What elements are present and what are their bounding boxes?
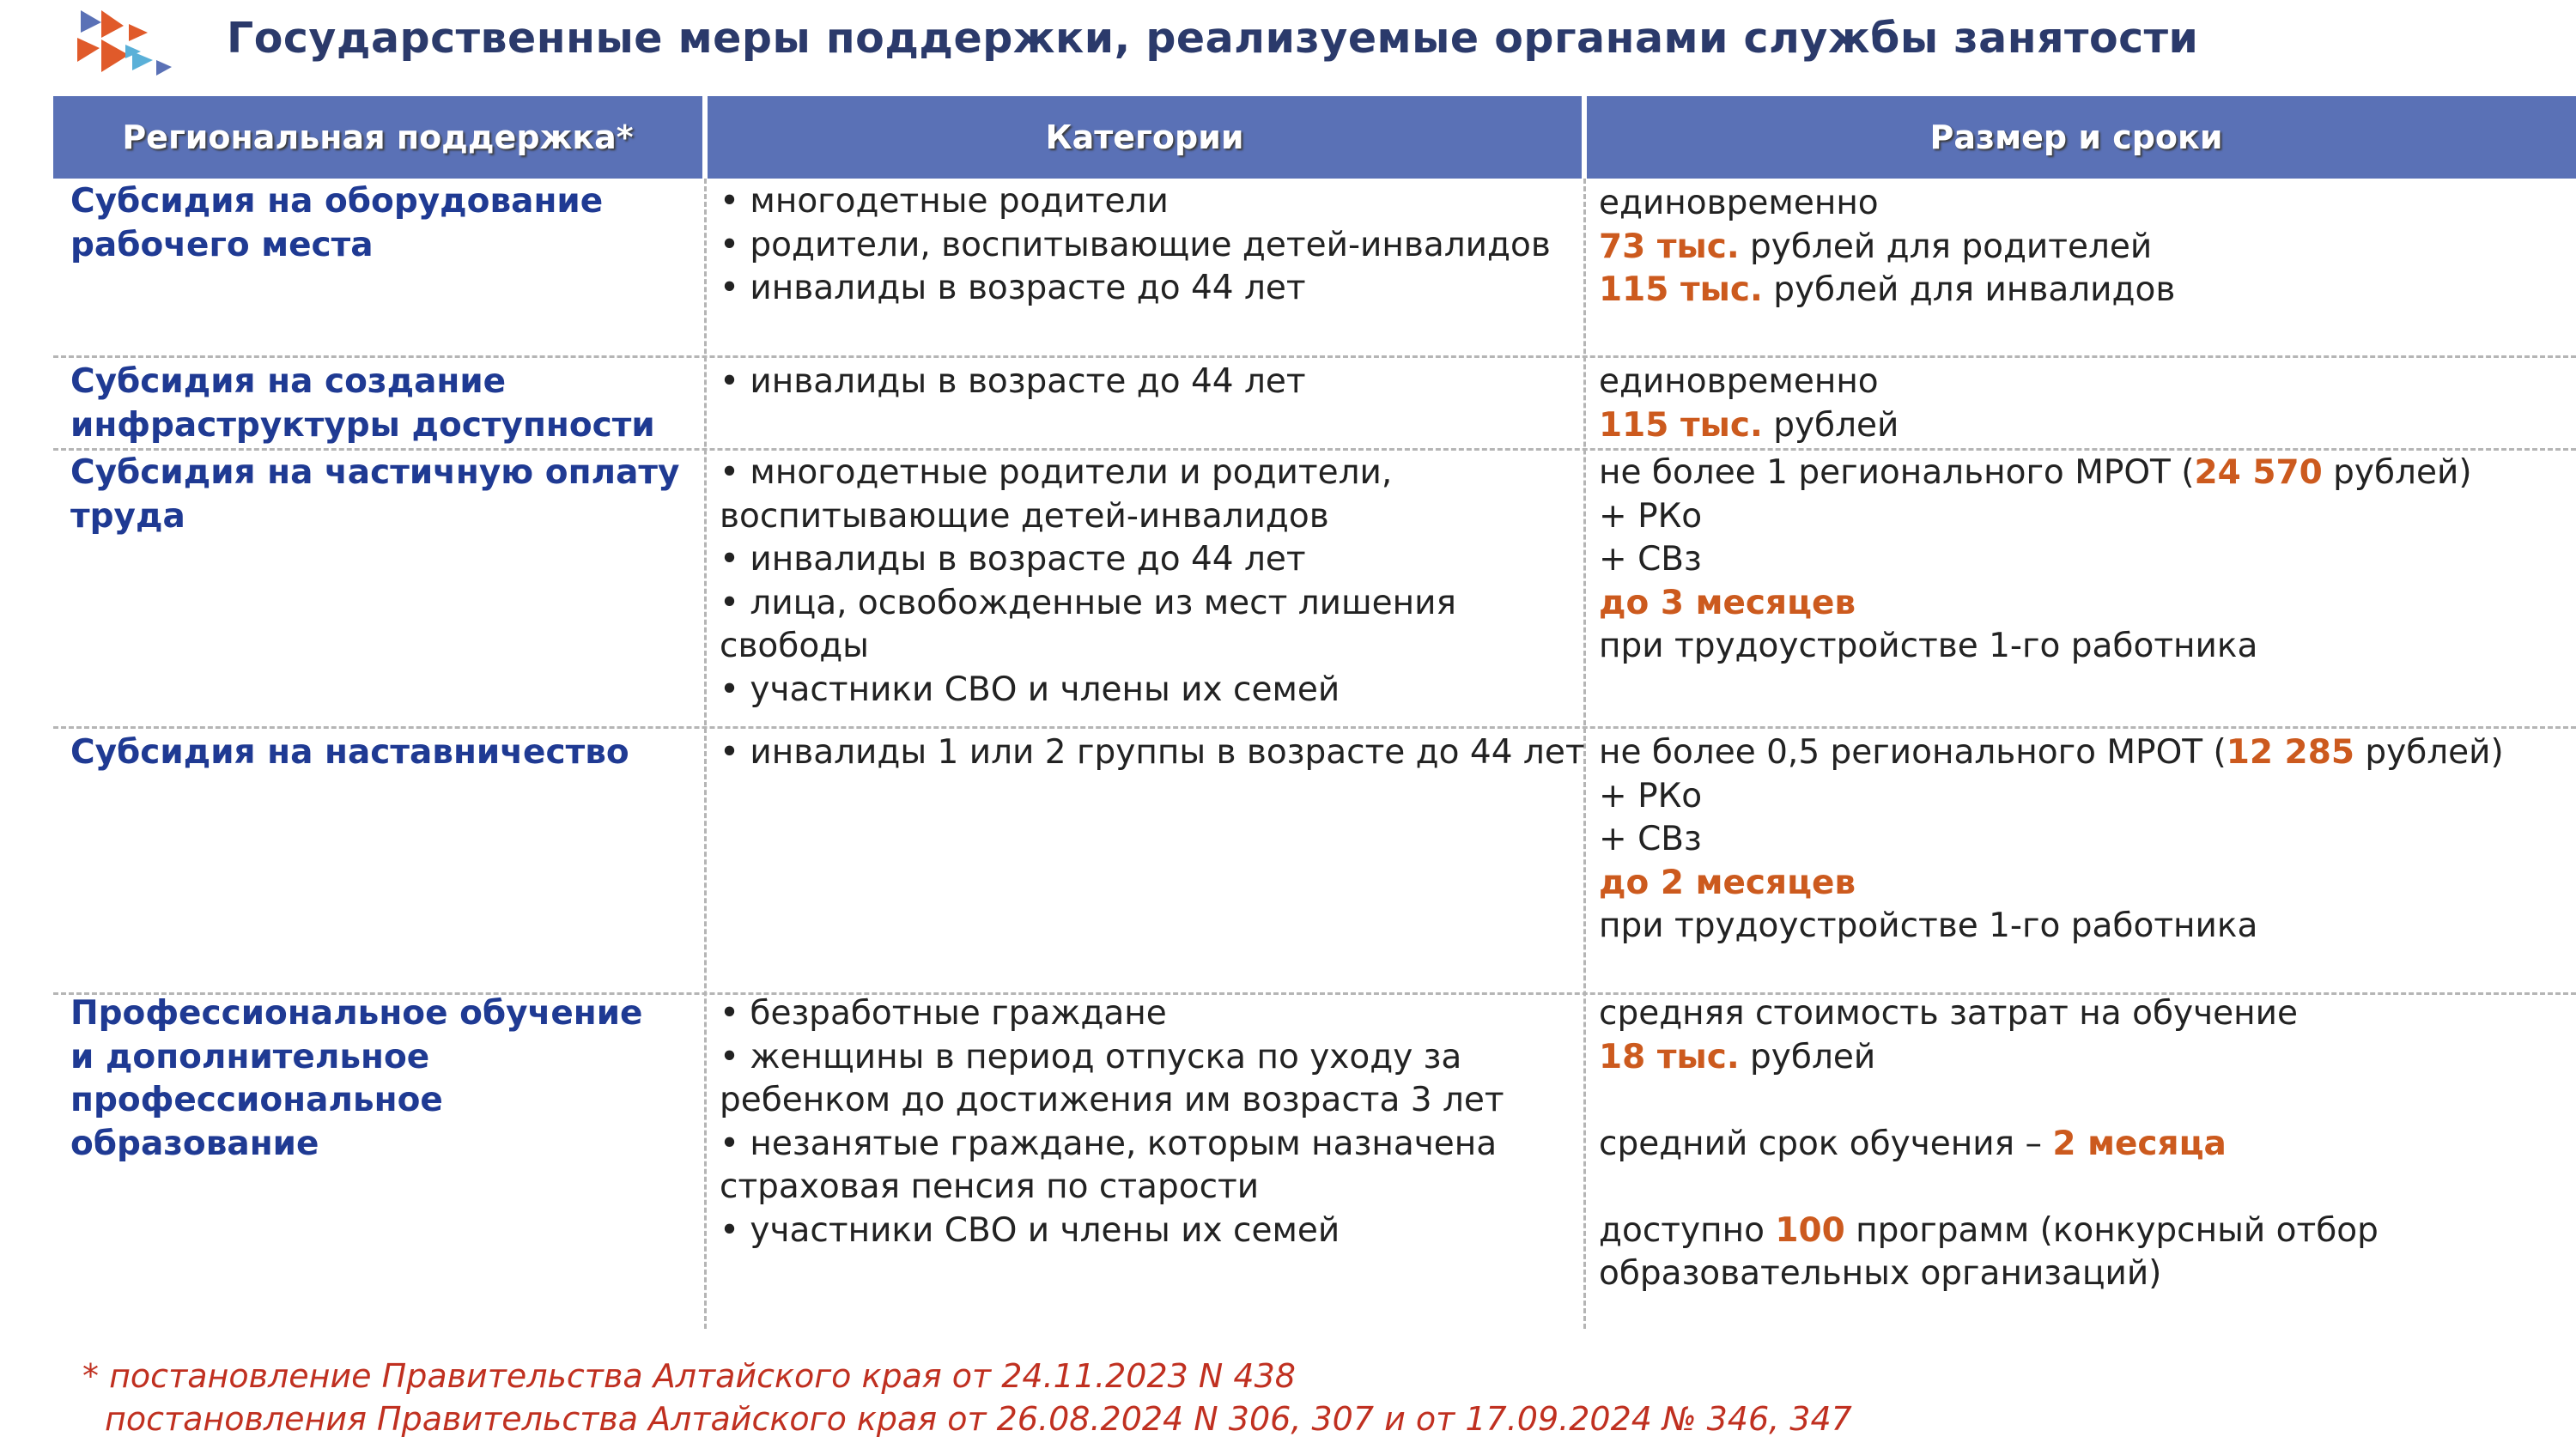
header-categories: Категории xyxy=(1045,118,1244,156)
row-divider xyxy=(53,448,2576,451)
table-row-2-support: Субсидия на создание инфраструктуры доступности xyxy=(70,362,655,445)
column-divider xyxy=(704,179,707,1329)
table-row-4-size: не более 0,5 регионального МРОТ (12 285 рублей) + РКо + СВз до 2 месяцев при трудоустройстве 1-го работника xyxy=(1599,733,2504,945)
table-row-5-categories: • безработные граждане • женщины в период отпуска по уходу за ребенком до достижения им возраста 3 лет • незанятые граждане, которым назначена страховая пенсия по старости • участники СВО и члены их семей xyxy=(720,994,1504,1250)
row-divider xyxy=(53,355,2576,358)
row-divider xyxy=(53,726,2576,729)
table-row-5-support: Профессиональное обучение и дополнительное профессиональное образование xyxy=(70,994,643,1163)
table-row-3-categories: • многодетные родители и родители, воспитывающие детей-инвалидов • инвалиды в возрасте до 44 лет • лица, освобожденные из мест лишения свободы • участники СВО и члены их семей xyxy=(720,453,1456,709)
footnote-2: постановления Правительства Алтайского края от 26.08.2024 N 306, 307 и от 17.09.2024 № 346, 347 xyxy=(105,1400,1852,1438)
logo-icon xyxy=(76,7,182,79)
table-row-2-size: единовременно 115 тыс. рублей xyxy=(1599,362,1899,445)
header-size: Размер и сроки xyxy=(1929,118,2223,156)
table-row-2-categories: • инвалиды в возрасте до 44 лет xyxy=(720,362,1306,401)
header-support: Региональная поддержка* xyxy=(122,118,634,156)
table-row-1-categories: • многодетные родители • родители, воспитывающие детей-инвалидов • инвалиды в возрасте до 44 лет xyxy=(720,182,1551,307)
table-row-4-categories: • инвалиды 1 или 2 группы в возрасте до 44 лет xyxy=(720,733,1585,772)
table-row-3-support: Субсидия на частичную оплату труда xyxy=(70,453,680,536)
table-row-4-support: Субсидия на наставничество xyxy=(70,733,629,772)
page-title: Государственные меры поддержки, реализуемые органами службы занятости xyxy=(227,14,2199,63)
table-row-5-size: средняя стоимость затрат на обучение 18 тыс. рублей средний срок обучения – 2 месяца доступно 100 программ (конкурсный отбор образовательных организаций) xyxy=(1599,994,2379,1293)
table-row-3-size: не более 1 регионального МРОТ (24 570 рублей) + РКо + СВз до 3 месяцев при трудоустройстве 1-го работника xyxy=(1599,453,2472,665)
table-row-1-support: Субсидия на оборудование рабочего места xyxy=(70,182,604,264)
footnote-1: * постановление Правительства Алтайского края от 24.11.2023 N 438 xyxy=(82,1357,1296,1395)
table-row-1-size: единовременно 73 тыс. рублей для родителей 115 тыс. рублей для инвалидов xyxy=(1599,184,2176,309)
